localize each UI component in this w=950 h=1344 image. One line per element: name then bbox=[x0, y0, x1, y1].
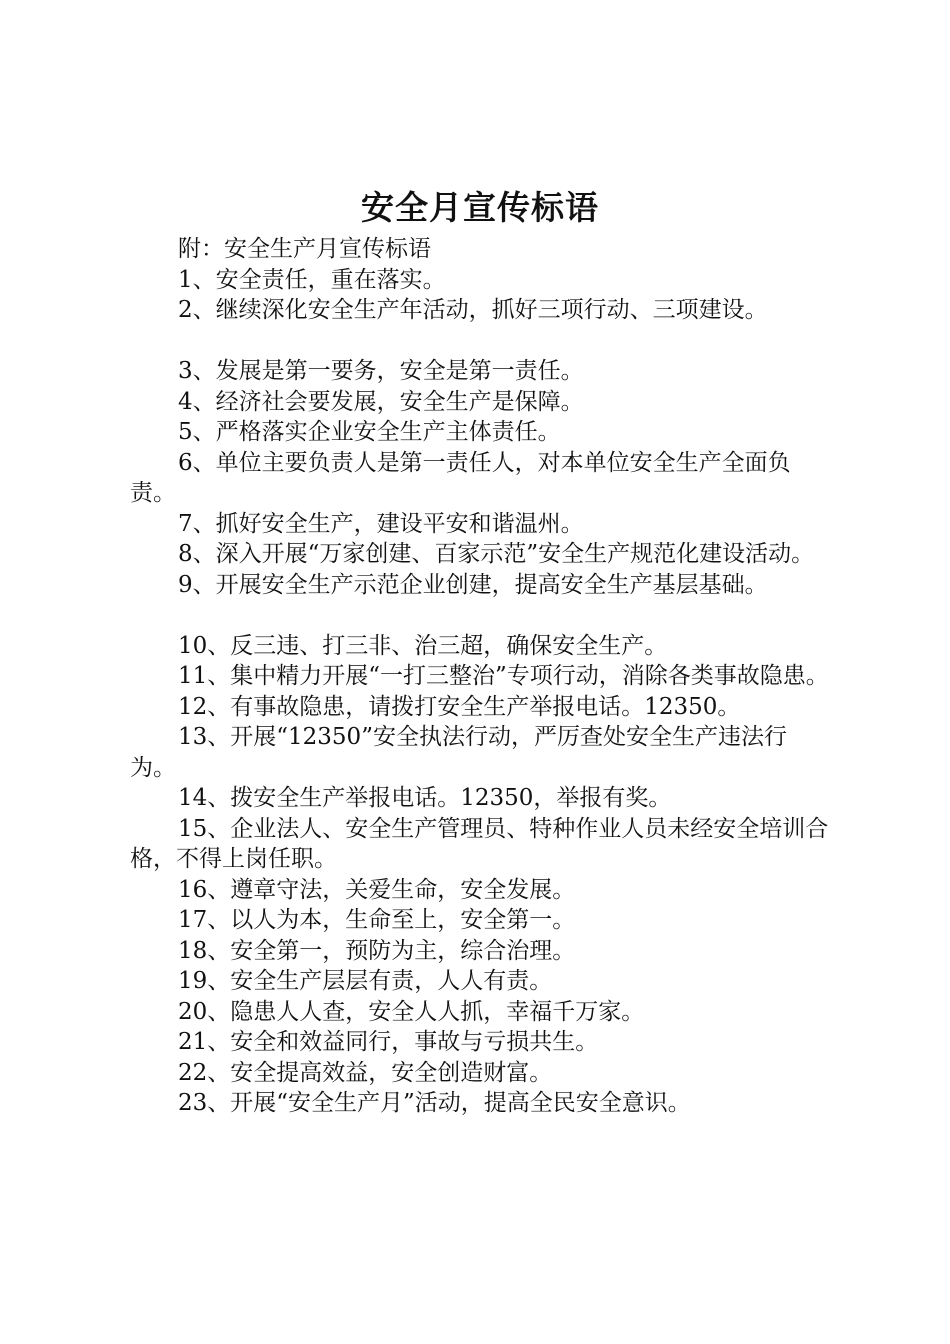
slogan-item: 21、安全和效益同行，事故与亏损共生。 bbox=[178, 1029, 599, 1055]
slogan-item: 19、安全生产层层有责，人人有责。 bbox=[178, 968, 553, 994]
slogan-item: 16、遵章守法，关爱生命，安全发展。 bbox=[178, 876, 576, 903]
slogan-item: 9、开展安全生产示范企业创建，提高安全生产基层基础。 bbox=[178, 571, 768, 598]
slogan-item: 4、经济社会要发展，安全生产是保障。 bbox=[178, 388, 584, 415]
slogan-item: 15、企业法人、安全生产管理员、特种作业人员未经安全培训合格，不得上岗任职。 bbox=[130, 815, 829, 872]
slogan-item: 13、开展“12350”安全执法行动，严厉查处安全生产违法行为。 bbox=[130, 724, 787, 781]
document-body bbox=[130, 234, 830, 1119]
slogan-item: 18、安全第一，预防为主，综合治理。 bbox=[178, 937, 576, 964]
slogan-item: 10、反三违、打三非、治三超，确保安全生产。 bbox=[178, 632, 668, 659]
slogan-item: 23、开展“安全生产月”活动，提高全民安全意识。 bbox=[178, 1090, 691, 1116]
slogan-item: 11、集中精力开展“一打三整治”专项行动，消除各类事故隐患。 bbox=[178, 663, 829, 689]
slogan-item: 2、继续深化安全生产年活动，抓好三项行动、三项建设。 bbox=[178, 297, 768, 323]
paragraph-gap bbox=[130, 326, 830, 357]
slogan-item: 3、发展是第一要务，安全是第一责任。 bbox=[178, 358, 584, 384]
slogan-item: 1、安全责任，重在落实。 bbox=[178, 266, 446, 293]
attachment-heading: 附：安全生产月宣传标语 bbox=[178, 236, 431, 262]
slogan-item: 12、有事故隐患，请拨打安全生产举报电话。12350。 bbox=[178, 693, 741, 720]
paragraph-gap bbox=[130, 600, 830, 631]
slogan-item: 22、安全提高效益，安全创造财富。 bbox=[178, 1059, 553, 1086]
slogan-item: 5、严格落实企业安全生产主体责任。 bbox=[178, 419, 561, 445]
slogan-item: 14、拨安全生产举报电话。12350，举报有奖。 bbox=[178, 785, 672, 811]
slogan-item: 20、隐患人人查，安全人人抓，幸福千万家。 bbox=[178, 998, 645, 1025]
slogan-item: 17、以人为本，生命至上，安全第一。 bbox=[178, 907, 576, 933]
document-title: 安全月宣传标语 bbox=[361, 188, 599, 227]
slogan-item: 7、抓好安全生产，建设平安和谐温州。 bbox=[178, 510, 584, 537]
slogan-item: 8、深入开展“万家创建、百家示范”安全生产规范化建设活动。 bbox=[178, 541, 815, 567]
slogan-item: 6、单位主要负责人是第一责任人，对本单位安全生产全面负责。 bbox=[130, 449, 791, 506]
